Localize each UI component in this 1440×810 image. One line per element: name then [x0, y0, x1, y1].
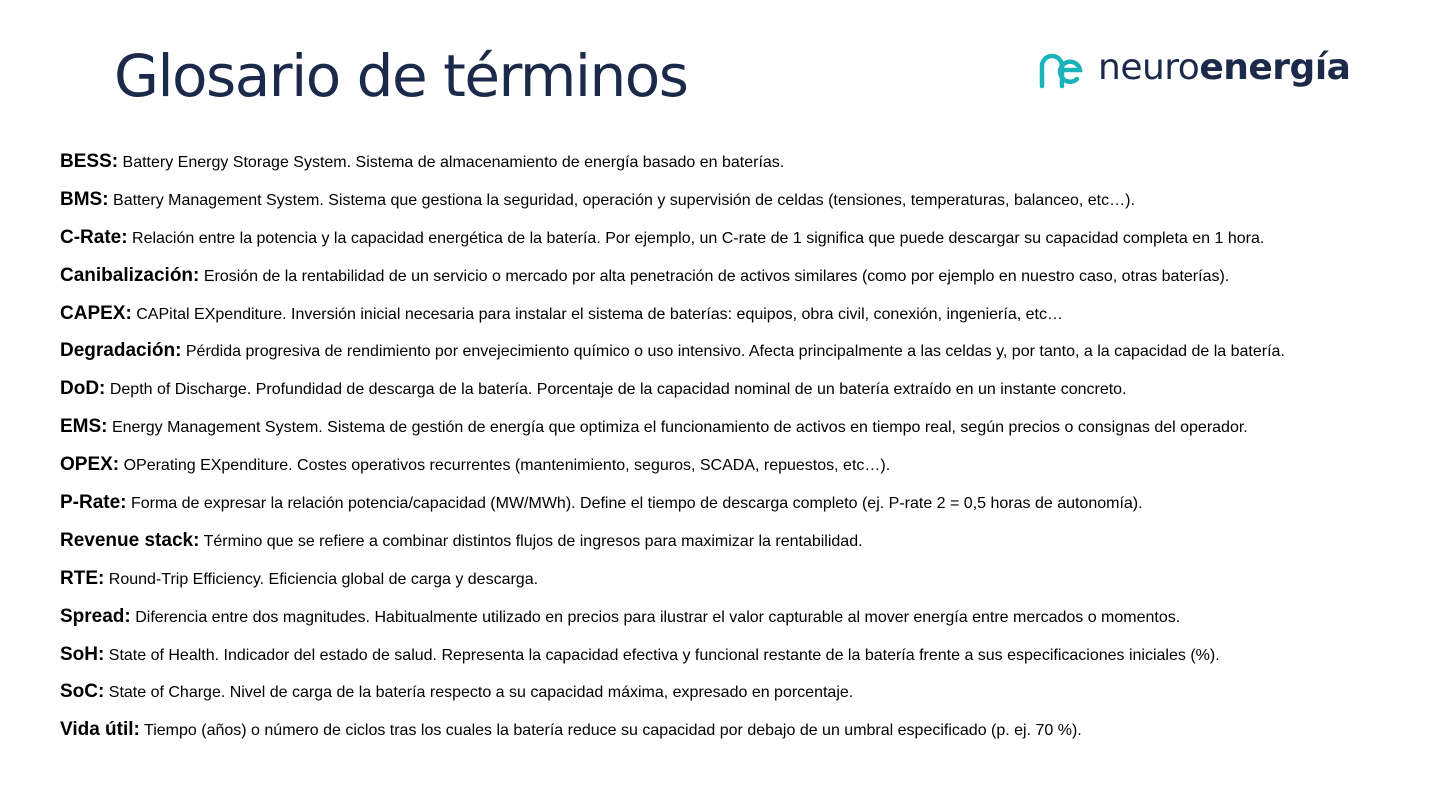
glossary-term: BESS: — [60, 151, 119, 172]
glossary-definition: Round-Trip Efficiency. Eficiencia global de carga y descarga. — [108, 570, 539, 588]
glossary-entry — [60, 560, 1430, 598]
glossary-definition: Erosión de la rentabilidad de un servicio o mercado por alta penetración de activos similares (como por ejemplo en nuestro caso, otras baterías). — [203, 267, 1230, 285]
glossary-entry — [60, 181, 1430, 219]
glossary-term: Vida útil: — [60, 719, 140, 741]
glossary-definition: State of Charge. Nivel de carga de la batería respecto a su capacidad máxima, expresado en porcentaje. — [108, 684, 854, 702]
glossary-entry — [60, 219, 1430, 257]
glossary-list — [60, 143, 1430, 749]
glossary-definition: Forma de expresar la relación potencia/capacidad (MW/MWh). Define el tiempo de descarga completo (ej. P-rate 2 = 0,5 horas de autonomía). — [130, 495, 1143, 513]
logo-wordmark: neuroenergía — [1098, 47, 1351, 88]
glossary-definition: Relación entre la potencia y la capacidad energética de la batería. Por ejemplo, un C-rate de 1 significa que puede descargar su capacidad completa en 1 hora. — [132, 229, 1265, 247]
glossary-term: Canibalización: — [60, 264, 200, 286]
glossary-entry — [60, 484, 1430, 522]
glossary-definition: Battery Management System. Sistema que gestiona la seguridad, operación y supervisión de celdas (tensiones, temperaturas, balanceo, etc…). — [113, 191, 1135, 209]
glossary-entry — [60, 711, 1430, 749]
glossary-definition: Término que se refiere a combinar distintos flujos de ingresos para maximizar la rentabilidad. — [203, 532, 863, 550]
glossary-entry — [60, 370, 1430, 408]
glossary-definition: Energy Management System. Sistema de gestión de energía que optimiza el funcionamiento de activos en tiempo real, según precios o consignas del operador. — [111, 419, 1248, 437]
ne-monogram-icon — [1038, 46, 1084, 90]
glossary-entry — [60, 673, 1430, 711]
glossary-entry — [60, 408, 1430, 446]
glossary-definition: State of Health. Indicador del estado de salud. Representa la capacidad efectiva y funcional restante de la batería frente a sus especificaciones iniciales (%). — [108, 646, 1220, 664]
glossary-entry — [60, 257, 1430, 295]
glossary-definition: Diferencia entre dos magnitudes. Habitualmente utilizado en precios para ilustrar el valor capturable al mover energía entre mercados o momentos. — [135, 608, 1181, 626]
glossary-term: BMS: — [60, 188, 109, 210]
page-title: Glosario de términos — [114, 42, 688, 110]
glossary-term: CAPEX: — [60, 302, 132, 324]
glossary-entry — [60, 446, 1430, 484]
glossary-term: OPEX: — [60, 454, 120, 476]
glossary-entry — [60, 332, 1430, 370]
glossary-definition: Tiempo (años) o número de ciclos tras los cuales la batería reduce su capacidad por debajo de un umbral especificado (p. ej. 70 %). — [144, 722, 1082, 740]
glossary-definition: Battery Energy Storage System. Sistema de almacenamiento de energía basado en baterías. — [122, 154, 785, 171]
glossary-term: Revenue stack: — [60, 529, 200, 551]
glossary-term: C-Rate: — [60, 226, 128, 248]
glossary-entry — [60, 636, 1430, 674]
glossary-entry — [60, 143, 1430, 181]
glossary-definition: OPerating EXpenditure. Costes operativos recurrentes (mantenimiento, seguros, SCADA, repuestos, etc…). — [123, 457, 891, 475]
glossary-term: SoC: — [60, 681, 105, 703]
glossary-term: EMS: — [60, 416, 108, 438]
glossary-entry — [60, 598, 1430, 636]
glossary-term: DoD: — [60, 378, 106, 400]
glossary-definition: Pérdida progresiva de rendimiento por envejecimiento químico o uso intensivo. Afecta principalmente a las celdas y, por tanto, a la capacidad de la batería. — [185, 343, 1285, 361]
brand-logo — [1038, 44, 1350, 92]
glossary-term: Spread: — [60, 605, 131, 627]
glossary-entry — [60, 295, 1430, 333]
glossary-definition: CAPital EXpenditure. Inversión inicial necesaria para instalar el sistema de baterías: equipos, obra civil, conexión, ingeniería, etc… — [136, 305, 1063, 323]
glossary-entry — [60, 522, 1430, 560]
glossary-term: Degradación: — [60, 340, 182, 362]
glossary-definition: Depth of Discharge. Profundidad de descarga de la batería. Porcentaje de la capacidad nominal de un batería extraído en un instante concreto. — [109, 381, 1127, 399]
glossary-term: SoH: — [60, 643, 105, 665]
glossary-term: P-Rate: — [60, 492, 127, 514]
glossary-term: RTE: — [60, 567, 105, 589]
